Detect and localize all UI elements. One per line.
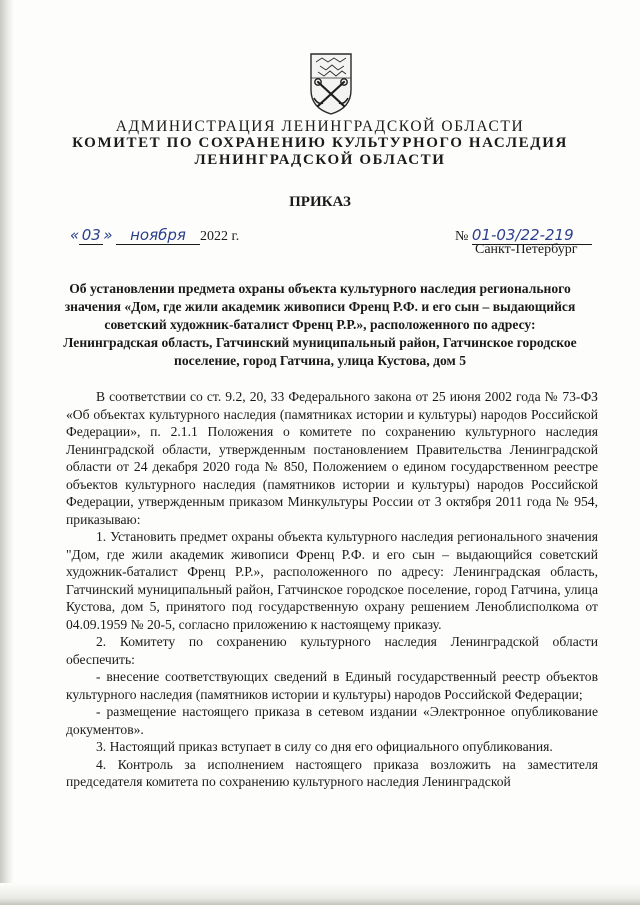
- committee-heading: КОМИТЕТ ПО СОХРАНЕНИЮ КУЛЬТУРНОГО НАСЛЕДИЯ: [72, 135, 568, 151]
- date-line: [70, 226, 239, 245]
- order-number: 01-03/22-219: [472, 226, 592, 245]
- region-heading: ЛЕНИНГРАДСКОЙ ОБЛАСТИ: [194, 152, 446, 168]
- document-body: [66, 388, 598, 791]
- number-sign: №: [455, 229, 469, 244]
- item-3-paragraph: 3. Настоящий приказ вступает в силу со дня его официального опубликования.: [96, 739, 553, 754]
- item-1-paragraph: 1. Установить предмет охраны объекта культурного наследия регионального значения "Дом, где жили академик живописи Френц Р.Ф. и его сын – выдающийся советский художник-баталист Френц Р.Р.», расположенного по адресу: Ленинградская область, Гатчинский муниципальный район, Гатчинское городское поселение, город Гатчина, улица Кустова, дом 5, принятого под государственную охрану решением Леноблисполкома от 04.09.1959 № 20-5, согласно приложению к настоящему приказу.: [66, 529, 598, 632]
- date-close-quote: »: [103, 226, 113, 244]
- city: Санкт-Петербург: [475, 242, 578, 257]
- item-4-paragraph: 4. Контроль за исполнением настоящего приказа возложить на заместителя председателя комитета по сохранению культурного наследия Ленинградской: [66, 756, 598, 789]
- document-title: Об установлении предмета охраны объекта культурного наследия регионального значения «Дом, где жили академик живописи Френц Р.Ф. и его сын – выдающийся советский художник-баталист Френц Р.Р.», расположенного по адресу: Ленинградская область, Гатчинский муниципальный район, Гатчинское городское поселение, город Гатчина, улица Кустова, дом 5: [63, 281, 577, 368]
- preamble-paragraph: В соответствии со ст. 9.2, 20, 33 Федерального закона от 25 июня 2002 года № 73-ФЗ «Об объектах культурного наследия (памятниках истории и культуры) народов Российской Федерации», п. 2.1.1 Положения о комитете по сохранению культурного наследия Ленинградской области, утвержденным постановлением Правительства Ленинградской области от 24 декабря 2020 года № 850, Положением о едином государственном реестре объектов культурного наследия (памятников истории и культуры) народов Российской Федерации, утвержденным приказом Минкультуры России от 3 октября 2011 года № 954, приказываю:: [66, 389, 598, 527]
- date-month: ноября: [116, 226, 200, 245]
- date-open-quote: «: [70, 226, 80, 244]
- item-2-bullet-publication: - размещение настоящего приказа в сетевом издании «Электронное опубликование документов».: [66, 704, 598, 737]
- administration-heading: АДМИНИСТРАЦИЯ ЛЕНИНГРАДСКОЙ ОБЛАСТИ: [115, 118, 525, 135]
- document-type-heading: ПРИКАЗ: [289, 194, 351, 210]
- date-year: 2022 г.: [200, 229, 240, 244]
- coat-of-arms-icon: [308, 52, 354, 116]
- date-day: 03: [79, 226, 103, 245]
- item-2-bullet-registry: - внесение соответствующих сведений в Единый государственный реестр объектов культурного наследия (памятников истории и культуры) народов Российской Федерации;: [66, 669, 598, 702]
- item-2-paragraph: 2. Комитету по сохранению культурного наследия Ленинградской области обеспечить:: [66, 634, 598, 667]
- scan-shadow-bottom: [0, 883, 640, 905]
